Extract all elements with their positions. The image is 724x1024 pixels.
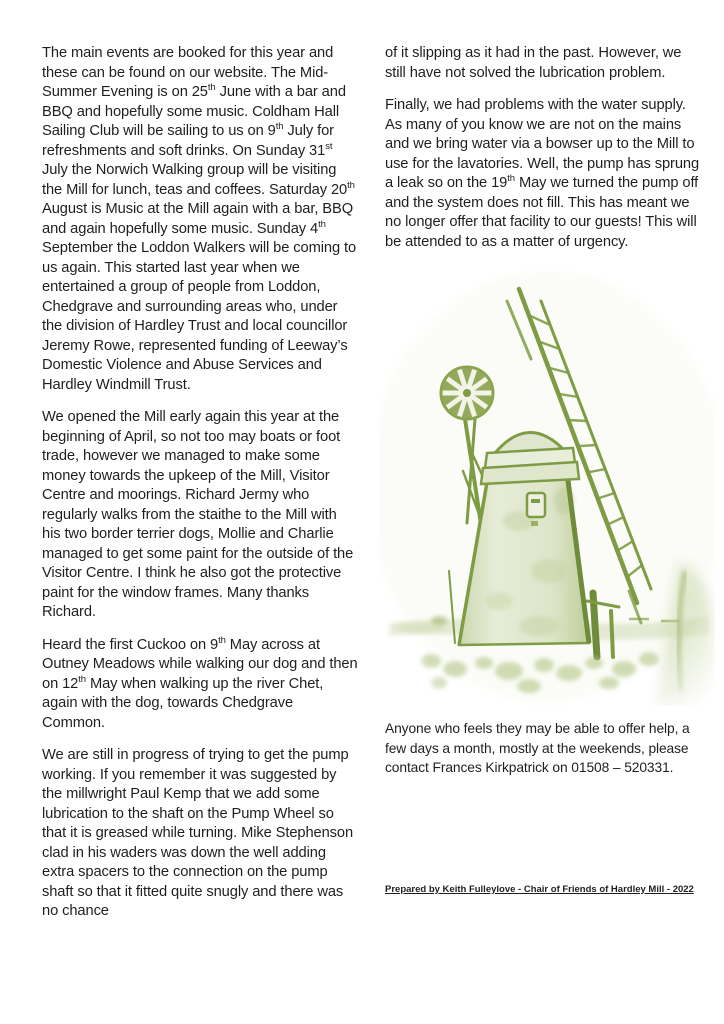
paragraph-mill-opening: We opened the Mill early again this year at the beginning of April, so not too may boats or foot trade, however we managed to make some money towards the upkeep of the Mill, Visitor Centre and moorings. Richard Jermy who regularly walks from the staithe to the Mill with his two border terrier dogs, Mollie and Charlie managed to get some paint for the outside of the Visitor Centre. I think he also got the protective paint for the window frames. Many thanks Richard.	[42, 409, 354, 620]
edge-fade-overlay	[379, 271, 715, 706]
paragraph-events: The main events are booked for this year and these can be found on our website. The Mid-Summer Evening is on 25th June with a bar and BBQ and hopefully some music. Coldham Hall Sailing Club will be sailing to us on 9th July for refreshments and soft drinks. On Sunday 31st July the Norwich Walking group will be visiting the Mill for lunch, teas and coffees. Saturday 20th August is Music at the Mill again with a bar, BBQ and again hopefully some music. Sunday 4th September the Loddon Walkers will be coming to us again. This started last year when we entertained a group of people from Loddon, Chedgrave and surrounding areas who, under the division of Hardley Trust and local councillor Jeremy Rowe, represented funding of Leeway’s Domestic Violence and Abuse Services and Hardley Windmill Trust.	[42, 45, 357, 393]
ordinal-superscript: th	[507, 173, 515, 185]
ordinal-superscript: th	[347, 179, 355, 191]
windmill-illustration	[379, 271, 715, 711]
paragraph-water-supply: Finally, we had problems with the water supply. As many of you know we are not on the mains and we bring water via a bowser up to the Mill to use for the lavatories. Well, the pump has sprung a leak so on the 19th May we turned the pump off and the system does not fill. This has meant we no longer offer that facility to our guests! This will be attended to as a matter of urgency.	[385, 97, 700, 250]
ordinal-superscript: th	[218, 634, 226, 646]
paragraph-pump: We are still in progress of trying to get the pump working. If you remember it was suggested by the millwright Paul Kemp that we add some lubrication to the shaft on the Pump Wheel so that it is greased while turning. Mike Stephenson clad in his waders was down the well adding extra spacers to the connection on the pump shaft so that it fitted quite snugly and there was no chance	[42, 747, 354, 919]
paragraph-cuckoo: Heard the first Cuckoo on 9th May across at Outney Meadows while walking our dog and then on 12th May when walking up the river Chet, again with the dog, towards Chedgrave Common.	[42, 634, 358, 731]
paragraph-pump-continued: of it slipping as it had in the past. However, we still have not solved the lubrication problem.	[385, 45, 682, 81]
left-column	[42, 44, 358, 1024]
ordinal-superscript: th	[275, 121, 284, 133]
ordinal-superscript: th	[318, 218, 326, 230]
ordinal-superscript: th	[207, 82, 216, 94]
ordinal-superscript: st	[325, 140, 333, 152]
right-column	[385, 44, 701, 1024]
footer-credit: Prepared by Keith Fulleylove - Chair of Friends of Hardley Mill - 2022	[385, 883, 694, 895]
help-contact-note: Anyone who feels they may be able to offer help, a few days a month, mostly at the weekends, please contact Frances Kirkpatrick on 01508 – 520331.	[385, 721, 690, 775]
ordinal-superscript: th	[78, 673, 86, 685]
windmill-sketch-svg	[379, 271, 715, 706]
